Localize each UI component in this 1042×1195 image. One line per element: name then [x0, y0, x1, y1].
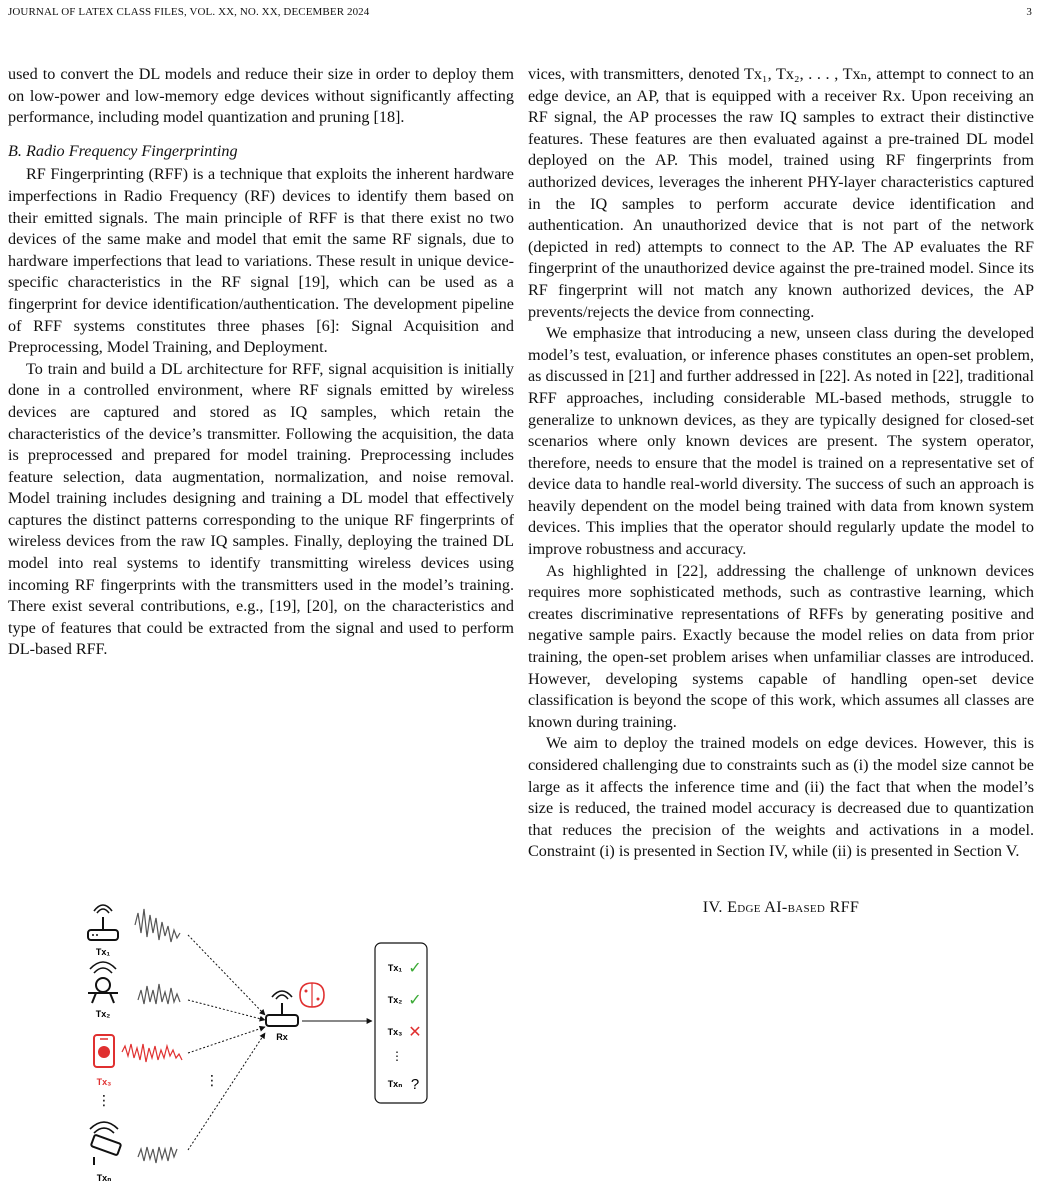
signal-waveform	[135, 909, 180, 942]
journal-title: JOURNAL OF LATEX CLASS FILES, VOL. XX, NO. XX, DECEMBER 2024	[8, 6, 370, 18]
paragraph: We aim to deploy the trained models on edge devices. However, this is considered challenging due to constraints such as (i) the model size cannot be large as it affects the inference time and (ii) the fact that when the model’s size is reduced, the trained model accuracy is decreased due to quantization that reduces the precision of the weights and activations in a model. Constraint (i) is presented in Section IV, while (ii) is presented in Section V.	[528, 734, 1034, 861]
box-label: Tx₁	[387, 963, 403, 973]
page-number: 3	[1026, 6, 1032, 18]
signal-arrow	[188, 1027, 265, 1053]
check-icon: ✓	[408, 992, 422, 1009]
phone-icon	[94, 1035, 114, 1067]
signal-arrow	[188, 1033, 265, 1150]
tx3-label: Tx₃	[96, 1077, 112, 1087]
check-icon: ✓	[408, 960, 422, 977]
paragraph: used to convert the DL models and reduce their size in order to deploy them on low-power and low-memory edge devices without significantly affecting performance, including model quantization and pruning [18].	[8, 65, 514, 127]
tx1-label: Tx₁	[95, 947, 111, 957]
signal-waveform	[122, 1044, 182, 1062]
signal-waveform	[138, 1147, 177, 1163]
vertical-ellipsis: ⋮	[205, 1072, 219, 1088]
vertical-ellipsis: ⋮	[391, 1049, 403, 1063]
subsection-heading: B. Radio Frequency Fingerprinting	[8, 141, 238, 160]
paragraph: We emphasize that introducing a new, unseen class during the developed model’s test, evaluation, or inference phases constitutes an open-set problem, as discussed in [21] and further addressed in [22]. As noted in [22], traditional RFF approaches, including considerable ML-based methods, struggle to generalize to unknown devices, as they are typically designed for closed-set scenarios where only known devices are present. The system operator, therefore, needs to ensure that the model is trained on a representative set of device data to handle real-world diversity. The success of such an approach is heavily dependent on the model being trained with data from known system devices. This implies that the operator should regularly update the model to improve robustness and accuracy.	[528, 324, 1034, 559]
box-label: Txₙ	[387, 1079, 403, 1089]
vertical-ellipsis: ⋮	[97, 1092, 111, 1108]
router-icon	[88, 905, 118, 940]
rff-system-figure	[60, 895, 480, 1190]
camera-icon	[90, 1122, 121, 1165]
right-column	[528, 64, 1034, 919]
rx-label: Rx	[276, 1032, 288, 1042]
drone-icon	[88, 962, 118, 1003]
paragraph: RF Fingerprinting (RFF) is a technique that exploits the inherent hardware imperfections in Radio Frequency (RF) devices to identify them based on their emitted signals. The main principle of RFF is that there exist no two devices of the same make and model that emit the same RF signals, due to hardware imperfections that lead to variations. These result in unique device-specific characteristics in the RF signal [19], which can be used as a fingerprint for device identification/authentication. The development pipeline of RFF systems constitutes three phases [6]: Signal Acquisition and Preprocessing, Model Training, and Deployment.	[8, 165, 514, 357]
brain-icon	[300, 983, 324, 1007]
paragraph: vices, with transmitters, denoted Tx₁, Tx₂, . . . , Txₙ, attempt to connect to an edge device, an AP, that is equipped with a receiver Rx. Upon receiving an RF signal, the AP processes the raw IQ samples to extract their distinctive features. These features are then evaluated against a pre-trained DL model deployed on the AP. This model, trained using RF fingerprints from authorized devices, leverages the inherent PHY-layer characteristics captured in the IQ samples to perform accurate device identification and authentication. An unauthorized device that is not part of the network (depicted in red) attempts to connect to the AP. The AP evaluates the RF fingerprint of the unauthorized device against the pre-trained model. Since its RF fingerprint will not match any known authorized devices, the AP prevents/rejects the device from connecting.	[528, 65, 1034, 321]
signal-waveform	[138, 984, 180, 1004]
running-header	[8, 6, 1032, 18]
section-heading: IV. Edge AI-based RFF	[702, 897, 860, 916]
unknown-icon: ?	[410, 1076, 420, 1093]
box-label: Tx₂	[387, 995, 403, 1005]
receiver-router-icon	[266, 991, 298, 1026]
box-label: Tx₃	[387, 1027, 403, 1037]
paragraph: To train and build a DL architecture for RFF, signal acquisition is initially done in a controlled environment, where RF signals emitted by wireless devices are captured and stored as IQ samples, which retain the characteristics of the device’s transmitter. Following the acquisition, the data is preprocessed and prepared for model training. Preprocessing includes feature selection, data augmentation, normalization, and noise removal. Model training includes designing and training a DL model that effectively captures the distinct patterns corresponding to the unique RF fingerprints of wireless devices from the raw IQ samples. Finally, deploying the trained DL model into real systems to identify transmitting wireless devices using incoming RF fingerprints with the transmitters used in the model’s training. There exist several contributions, e.g., [19], [20], on the characteristics and type of features that could be extracted from the signal and used to perform DL-based RFF.	[8, 359, 514, 659]
cross-icon: ✕	[408, 1024, 422, 1041]
tx2-label: Tx₂	[95, 1009, 111, 1019]
left-column	[8, 64, 514, 661]
paragraph: As highlighted in [22], addressing the challenge of unknown devices requires more sophisticated methods, such as contrastive learning, which creates discriminative representations of RFFs by generating positive and negative sample pairs. Exactly because the model relies on data from prior training, the open-set problem arises when unfamiliar classes are introduced. However, developing systems capable of handling open-set device classification is beyond the scope of this work, which assumes all classes are known during training.	[528, 561, 1034, 731]
txn-label: Txₙ	[96, 1173, 112, 1183]
